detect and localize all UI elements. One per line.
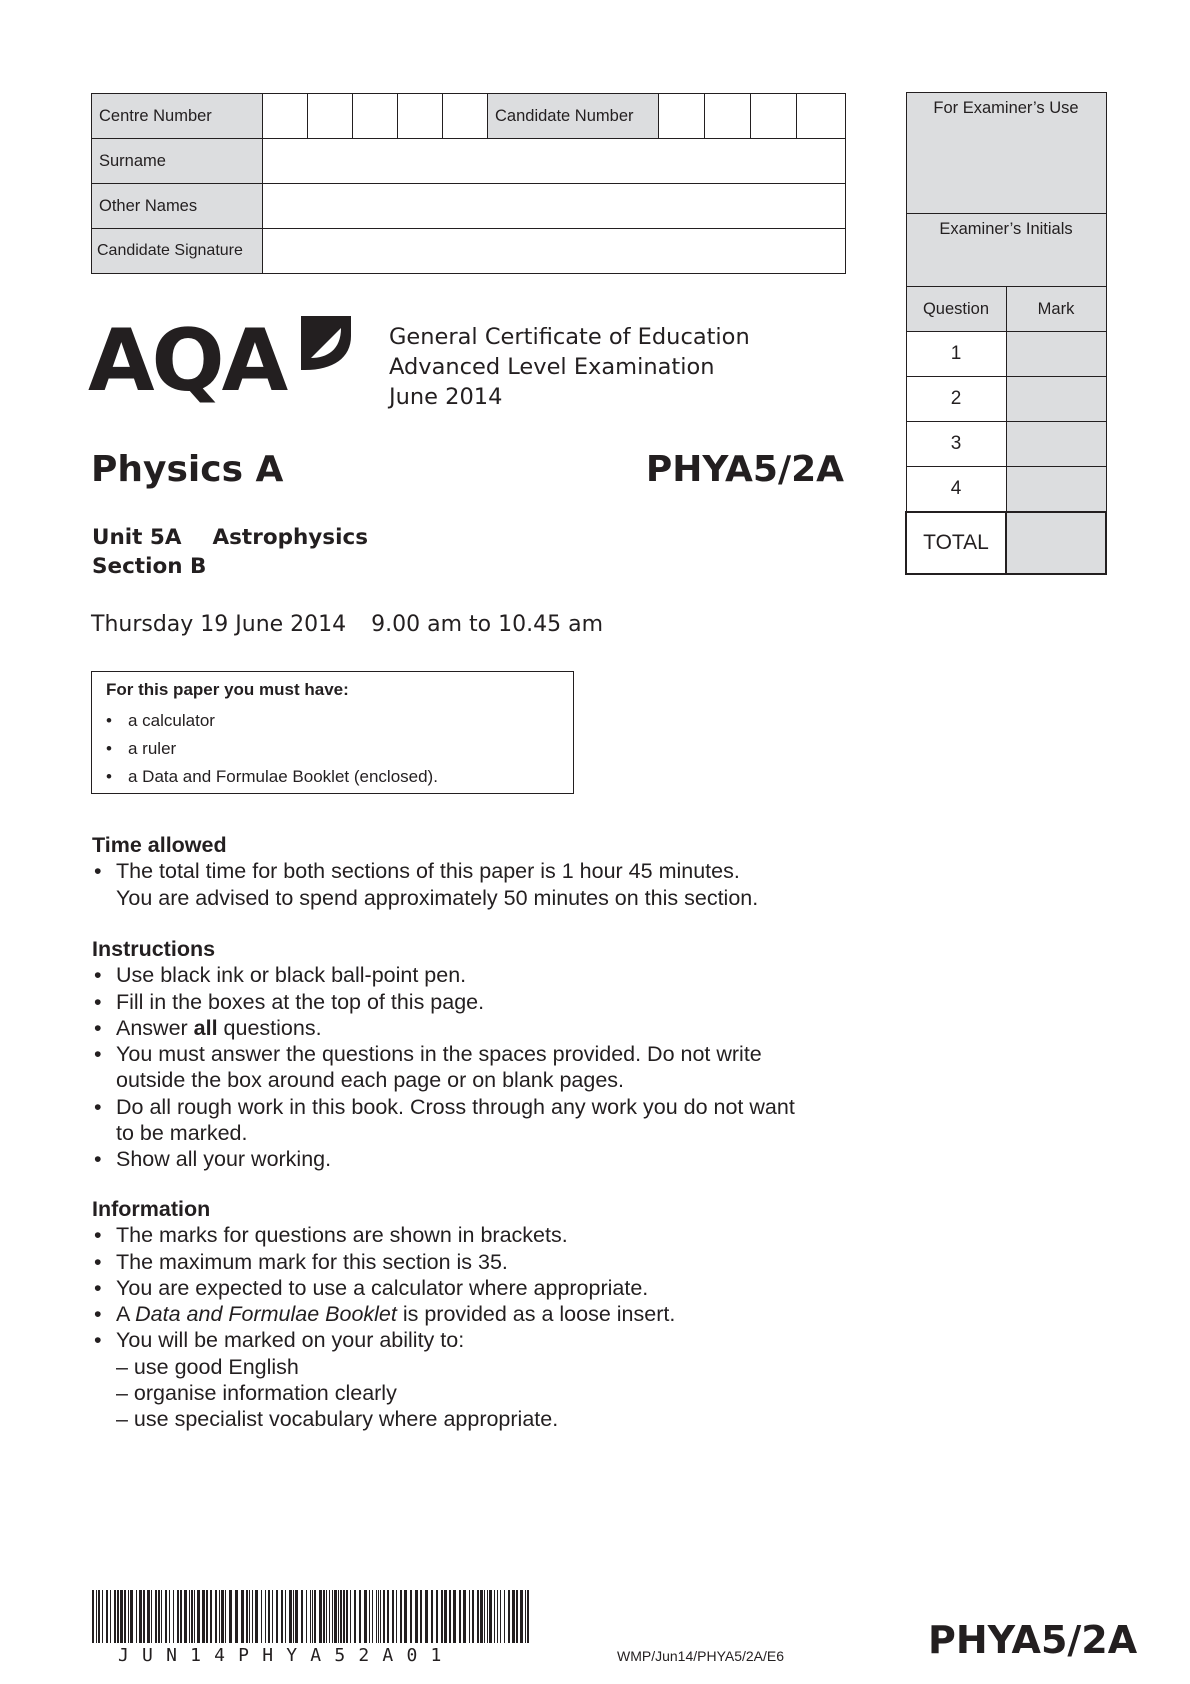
candidate-number-box[interactable] [659,94,705,139]
section-label: Section B [92,554,207,579]
information-subitem: – use specialist vocabulary where appropriate. [116,1407,559,1432]
barcode-bar [173,1590,174,1643]
barcode-bar [354,1590,356,1643]
barcode-bar [512,1590,515,1643]
barcode-bar [128,1590,129,1643]
instructions-heading: Instructions [92,937,216,961]
barcode-bar [340,1590,342,1643]
barcode-bar [449,1590,451,1643]
examiner-initials-label: Examiner’s Initials [906,214,1106,287]
barcode-bar [289,1590,292,1643]
question-number: 4 [906,467,1006,513]
barcode-bar [334,1590,337,1643]
barcode-bar [329,1590,330,1643]
barcode-bar [184,1590,187,1643]
barcode-bar [124,1590,126,1643]
barcode-bar [484,1590,485,1643]
candidate-details-table [91,93,846,274]
total-mark-box[interactable] [1006,512,1106,574]
barcode-bar [265,1590,266,1643]
barcode-bar [343,1590,345,1643]
barcode-bar [312,1590,313,1643]
barcode-bar [527,1590,529,1643]
instruction-text: Answer [116,1015,194,1040]
exam-date: Thursday 19 June 2014 [91,612,347,637]
barcode-bar [359,1590,361,1643]
barcode-bar [295,1590,298,1643]
barcode-bar [268,1590,270,1643]
barcode-bar [301,1590,303,1643]
barcode-bar [504,1590,505,1643]
mark-box[interactable] [1006,377,1106,422]
barcode-bar [383,1590,385,1643]
qualification-line: Advanced Level Examination [389,354,715,380]
barcode-bar [332,1590,333,1643]
barcode-bar [346,1590,348,1643]
barcode-bar [117,1590,119,1643]
barcode-bar [225,1590,226,1643]
barcode-bar [404,1590,407,1643]
instruction-item: • Fill in the boxes at the top of this page. [92,989,812,1015]
barcode-bar [494,1590,495,1643]
barcode-bar [431,1590,433,1643]
barcode-bar [400,1590,402,1643]
barcode-bar [441,1590,443,1643]
materials-item: • a ruler [106,735,559,763]
time-allowed-heading: Time allowed [92,833,227,857]
candidate-number-label: Candidate Number [488,94,659,139]
barcode-bar [241,1590,244,1643]
surname-field[interactable] [263,139,846,184]
information-item: • You are expected to use a calculator where appropriate. [92,1275,812,1301]
instruction-item: • Show all your working. [92,1146,812,1172]
unit-block [92,523,368,581]
barcode-bar [96,1590,97,1643]
candidate-number-box[interactable] [797,94,846,139]
information-item: • You will be marked on your ability to: [92,1327,812,1353]
barcode-bar [161,1590,162,1643]
barcode-bar [508,1590,510,1643]
barcode-bar [110,1590,111,1643]
instruction-item: • You must answer the questions in the spaces provided. Do not write outside the box around each page or on blank pages. [92,1041,812,1094]
barcode-bar [180,1590,182,1643]
exam-series: June 2014 [389,384,503,410]
barcode-bar [415,1590,418,1643]
barcode-bar [221,1590,224,1643]
barcode-bar [364,1590,367,1643]
barcode-bar [249,1590,250,1643]
total-label: TOTAL [906,512,1006,574]
footer-paper-code: PHYA5/2A [928,1618,1138,1662]
barcode-bar [396,1590,397,1643]
barcode-bar [459,1590,461,1643]
question-number: 3 [906,422,1006,467]
barcode-bar [463,1590,466,1643]
barcode-bar [350,1590,351,1643]
barcode-bar [215,1590,217,1643]
barcode-bar [255,1590,258,1643]
time-allowed-line: The total time for both sections of this paper is 1 hour 45 minutes. [116,859,740,884]
barcode-bar [306,1590,307,1643]
unit-number: Unit 5A [92,525,182,550]
barcode-bar [472,1590,474,1643]
barcode-bar [326,1590,327,1643]
barcode-bar [487,1590,488,1643]
aqa-leaf-icon [297,314,353,372]
signature-label: Candidate Signature [92,229,263,274]
examiner-use-table [905,92,1107,575]
barcode-bar [489,1590,492,1643]
barcode-bar [235,1590,238,1643]
instruction-emphasis: all [193,1015,218,1040]
mark-header: Mark [1006,287,1106,332]
information-heading: Information [92,1197,211,1221]
other-names-field[interactable] [263,184,846,229]
centre-number-box[interactable] [398,94,443,139]
candidate-number-box[interactable] [751,94,797,139]
barcode-bar [177,1590,179,1643]
barcode-bar [469,1590,470,1643]
barcode-bar [276,1590,278,1643]
barcode-bar [453,1590,456,1643]
barcode-bar [293,1590,294,1643]
instruction-item: • Do all rough work in this book. Cross through any work you do not want to be marked. [92,1094,812,1147]
barcode-bar [420,1590,422,1643]
barcode-bar [206,1590,208,1643]
barcode-bar [252,1590,253,1643]
barcode-bar [202,1590,205,1643]
instructions-section [92,936,812,1173]
barcode-bar [272,1590,273,1643]
barcode-bar [378,1590,379,1643]
barcode-bar [210,1590,212,1643]
materials-heading: For this paper you must have: [106,680,349,699]
information-emphasis: Data and Formulae Booklet [135,1302,397,1327]
barcode-bar [191,1590,193,1643]
barcode-bar [520,1590,523,1643]
mark-box[interactable] [1006,467,1106,513]
qualification-block [389,322,750,412]
barcode-bar [197,1590,200,1643]
barcode-bar [189,1590,190,1643]
barcode-bar [516,1590,518,1643]
time-allowed-section [92,832,758,911]
qualification-line: General Certificate of Education [389,324,750,350]
question-number: 1 [906,332,1006,377]
barcode-bar [169,1590,170,1643]
information-subitem: – organise information clearly [116,1381,397,1406]
centre-number-label: Centre Number [92,94,263,139]
barcode-digits: JUN14PHYA52A01 [118,1645,455,1666]
exam-date-time [91,612,603,637]
barcode-bar [369,1590,370,1643]
barcode-bar [136,1590,137,1643]
barcode-bar [120,1590,123,1643]
information-subitem: – use good English [116,1354,299,1379]
materials-item: • a calculator [106,707,559,735]
barcode-bar [92,1590,94,1643]
centre-number-box[interactable] [443,94,488,139]
time-allowed-line: You are advised to spend approximately 50 minutes on this section. [116,885,759,910]
instruction-item [92,1015,812,1041]
barcode-bar [114,1590,116,1643]
barcode-bar [281,1590,283,1643]
barcode-bar [380,1590,381,1643]
instruction-item: • Use black ink or black ball-point pen. [92,962,812,988]
barcode-bar [500,1590,501,1643]
barcode-bar [425,1590,428,1643]
paper-reference: WMP/Jun14/PHYA5/2A/E6 [617,1648,785,1664]
information-section [92,1196,812,1433]
time-allowed-item [92,858,758,911]
information-item: • The marks for questions are shown in brackets. [92,1222,812,1248]
barcode-bar [165,1590,167,1643]
exam-time: 9.00 am to 10.45 am [371,612,604,637]
barcode-bar [102,1590,103,1643]
barcode-bar [246,1590,248,1643]
barcode-bar [143,1590,145,1643]
barcode-bar [477,1590,479,1643]
barcode-bar [130,1590,133,1643]
barcode-bar [314,1590,316,1643]
examiner-use-heading: For Examiner’s Use [906,93,1106,214]
barcode-bar [261,1590,262,1643]
barcode-bar [106,1590,108,1643]
barcode-bar [323,1590,325,1643]
barcode-bar [410,1590,412,1643]
question-header: Question [906,287,1006,332]
barcode-bar [372,1590,373,1643]
information-text: A [116,1302,136,1327]
subject-title: Physics A [91,449,284,490]
barcode-bar [392,1590,394,1643]
barcode-bar [436,1590,438,1643]
question-number: 2 [906,377,1006,422]
barcode [92,1590,530,1643]
barcode-bar [525,1590,526,1643]
materials-box [91,671,574,794]
barcode-bar [139,1590,142,1643]
barcode-bar [194,1590,195,1643]
other-names-label: Other Names [92,184,263,229]
centre-number-box[interactable] [353,94,398,139]
barcode-bar [151,1590,152,1643]
barcode-bar [319,1590,322,1643]
barcode-bar [158,1590,160,1643]
barcode-bar [155,1590,157,1643]
barcode-bar [376,1590,377,1643]
information-item [92,1301,812,1327]
barcode-bar [98,1590,100,1643]
barcode-bar [497,1590,498,1643]
barcode-bar [285,1590,286,1643]
aqa-logo: AQA [88,311,286,411]
barcode-bar [444,1590,447,1643]
barcode-bar [219,1590,220,1643]
barcode-bar [338,1590,339,1643]
barcode-bar [147,1590,150,1643]
barcode-bar [310,1590,311,1643]
paper-code: PHYA5/2A [645,449,844,490]
information-item: • The maximum mark for this section is 35. [92,1249,812,1275]
mark-box[interactable] [1006,422,1106,467]
materials-item: • a Data and Formulae Booklet (enclosed). [106,763,559,791]
centre-number-box[interactable] [263,94,308,139]
unit-topic: Astrophysics [212,525,369,550]
barcode-bar [480,1590,483,1643]
candidate-number-box[interactable] [705,94,751,139]
signature-field[interactable] [263,229,846,274]
surname-label: Surname [92,139,263,184]
information-text: is provided as a loose insert. [396,1302,676,1327]
centre-number-box[interactable] [308,94,353,139]
barcode-bar [229,1590,232,1643]
instruction-text: questions. [217,1015,322,1040]
barcode-bar [387,1590,389,1643]
mark-box[interactable] [1006,332,1106,377]
